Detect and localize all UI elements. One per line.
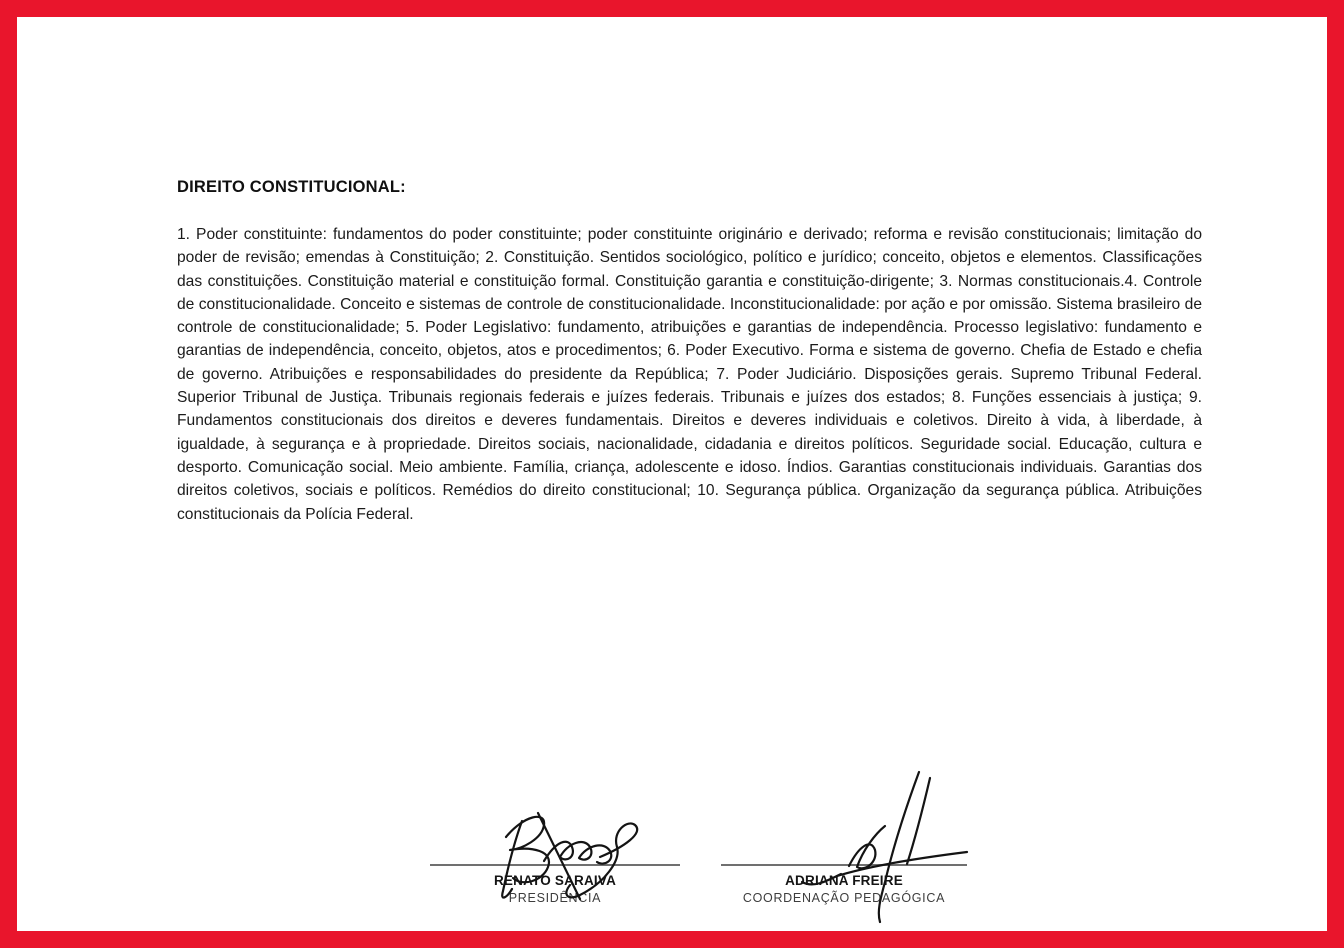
signatory-role: PRESIDÊNCIA (508, 891, 602, 905)
document-content (177, 178, 1202, 526)
signatory-name: ADRIANA FREIRE (785, 873, 903, 888)
signature-line (430, 864, 680, 866)
document-title: DIREITO CONSTITUCIONAL: (177, 178, 406, 196)
signature-block-coordenacao (721, 864, 967, 905)
signature-line (721, 864, 967, 866)
signature-block-presidencia (430, 864, 680, 905)
document-body-text: 1. Poder constituinte: fundamentos do poder constituinte; poder constituinte originário e derivado; reforma e revisão constitucionais; limitação do poder de revisão; emendas à Constituição; 2. Constituição. Sentidos sociológico, político e jurídico; conceito, objetos e elementos. Classificações das constituições. Constituição material e constituição formal. Constituição garantia e constituição-dirigente; 3. Normas constitucionais.4. Controle de constitucionalidade. Conceito e sistemas de controle de constitucionalidade. Inconstitucionalidade: por ação e por omissão. Sistema brasileiro de controle de constitucionalidade; 5. Poder Legislativo: fundamento, atribuições e garantias de independência. Processo legislativo: fundamento e garantias de independência, conceito, objetos, atos e procedimentos; 6. Poder Executivo. Forma e sistema de governo. Chefia de Estado e chefia de governo. Atribuições e responsabilidades do presidente da República; 7. Poder Judiciário. Disposições gerais. Supremo Tribunal Federal. Superior Tribunal de Justiça. Tribunais regionais federais e juízes federais. Tribunais e juízes dos estados; 8. Funções essenciais à justiça; 9. Fundamentos constitucionais dos direitos e deveres fundamentais. Direitos e deveres individuais e coletivos. Direito à vida, à liberdade, à igualdade, à segurança e à propriedade. Direitos sociais, nacionalidade, cidadania e direitos políticos. Seguridade social. Educação, cultura e desporto. Comunicação social. Meio ambiente. Família, criança, adolescente e idoso. Índios. Garantias constitucionais individuais. Garantias dos direitos coletivos, sociais e políticos. Remédios do direito constitucional; 10. Segurança pública. Organização da segurança pública. Atribuições constitucionais da Polícia Federal. (177, 226, 1202, 523)
signatory-role: COORDENAÇÃO PEDAGÓGICA (742, 891, 946, 905)
signatory-name: RENATO SARAIVA (493, 873, 617, 888)
